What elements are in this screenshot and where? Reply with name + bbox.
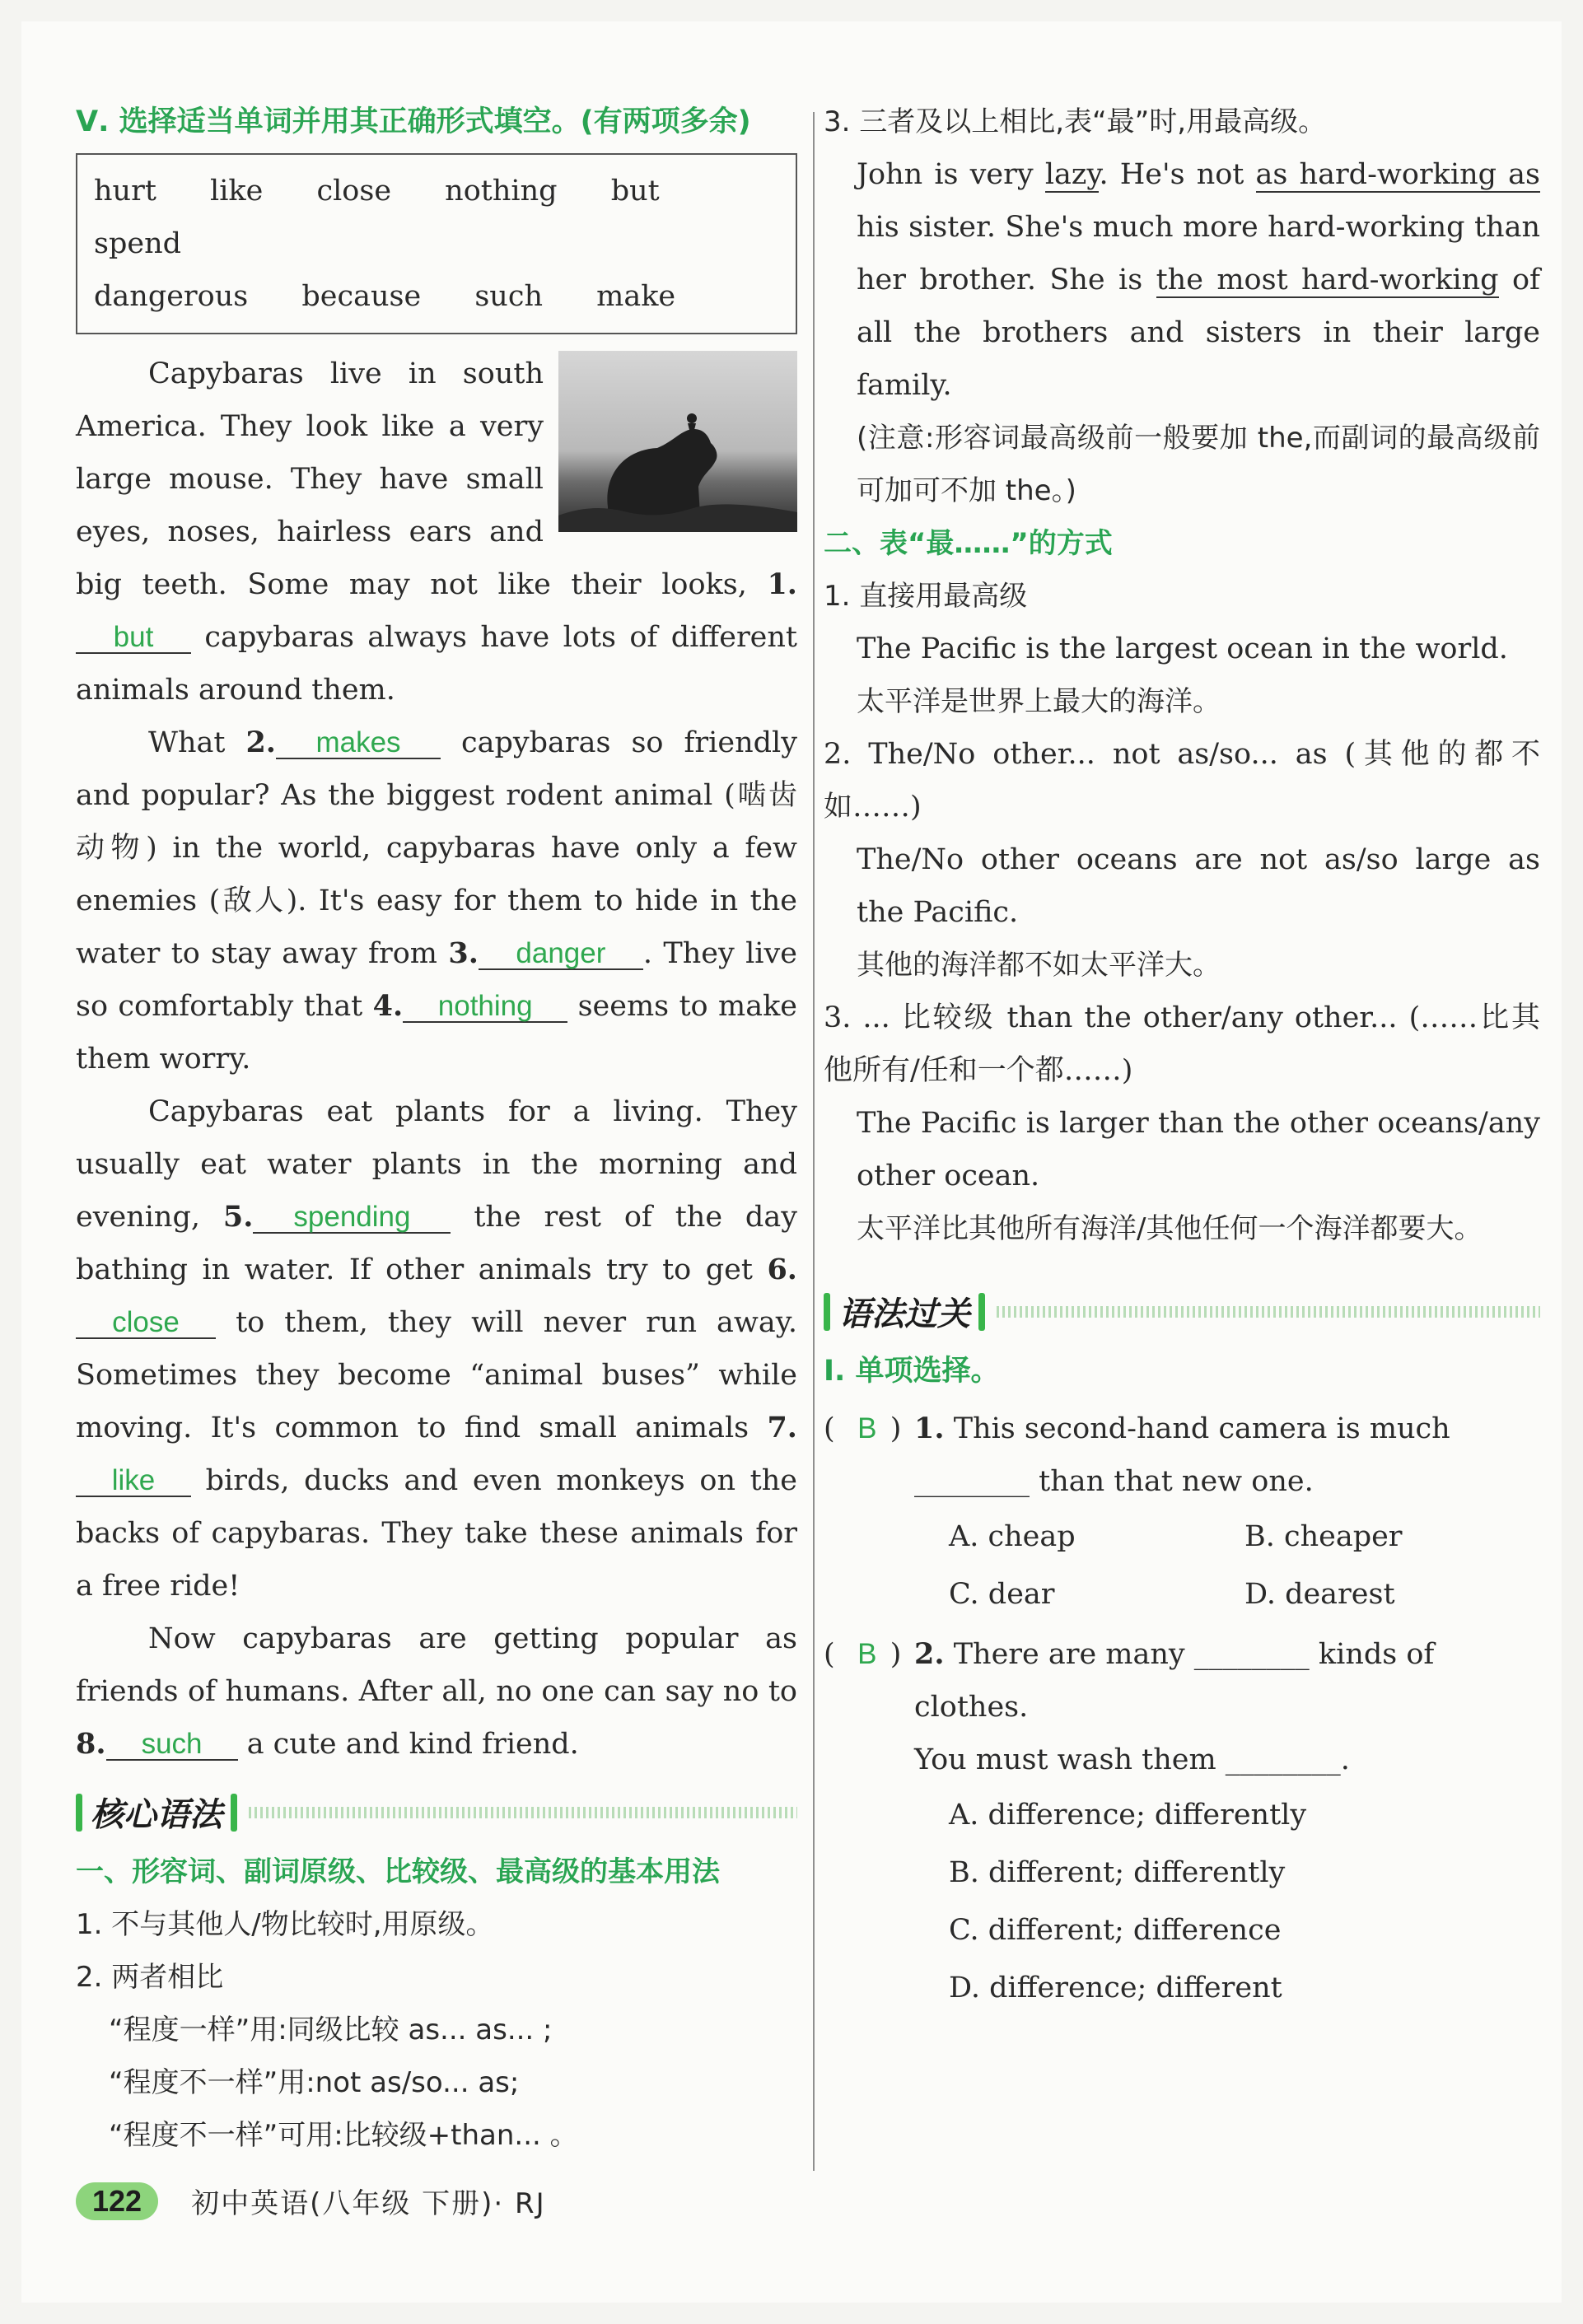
question-text: This second-hand camera is much ________ than that new one. <box>914 1412 1450 1498</box>
passage-text: the rest of the day bathing in water. If other animals try to get <box>76 1201 797 1286</box>
answer-blank-6: close <box>76 1308 216 1339</box>
example-text: of all the brothers and sisters in their large family. <box>857 264 1540 402</box>
rule-1: 1. 不与其他人/物比较时,用原级。 <box>76 1908 494 1941</box>
answer-blank-8: such <box>106 1729 238 1761</box>
way-2-example: The/No other oceans are not as/so large as the Pacific. <box>857 843 1540 929</box>
example-underlined: as hard-working as <box>1255 158 1541 191</box>
question-1 <box>824 1402 1540 1508</box>
option-a: A. difference; differently <box>949 1799 1307 1832</box>
passage-text: Capybaras eat plants for a living. They usually eat water plants in the morning and evening, <box>76 1095 797 1234</box>
word-bank-item: nothing <box>445 175 558 208</box>
passage-text: to them, they will never run away. Sometimes they become “animal buses” while moving. It's common to find small animals <box>76 1306 797 1444</box>
passage-text: Capybaras live in south America. They look like a very large mouse. They have small eyes, noses, hairless ears and big teeth. Some may not like their looks, <box>76 357 747 601</box>
answer-choice: B <box>857 1638 877 1670</box>
word-bank <box>76 153 797 334</box>
banner-bar <box>231 1794 237 1832</box>
blank-number: 4. <box>372 989 404 1023</box>
word-bank-item: but <box>610 175 660 208</box>
answer-blank-7: like <box>76 1466 191 1497</box>
passage-paragraph-2 <box>76 716 797 1085</box>
blank-number: 8. <box>76 1727 106 1761</box>
rule-3-note: (注意:形容词最高级前一般要加 the,而副词的最高级前可加可不加 the。) <box>857 422 1540 507</box>
passage-paragraph-3 <box>76 1085 797 1612</box>
banner-dots <box>249 1807 797 1818</box>
word-bank-item: spend <box>94 227 182 260</box>
passage-text: What <box>148 726 226 759</box>
banner-title: 核心语法 <box>91 1796 222 1834</box>
core-grammar-banner <box>76 1789 797 1836</box>
banner-dots <box>997 1306 1540 1318</box>
section5-title: Ⅴ. 选择适当单词并用其正确形式填空。(有两项多余) <box>76 105 751 138</box>
passage-text: . They live so comfortably that <box>76 937 797 1023</box>
column-divider <box>813 112 815 2171</box>
answer-blank-4: nothing <box>403 992 567 1023</box>
word-bank-item: like <box>210 175 264 208</box>
question-text: You must wash them ________. <box>914 1743 1350 1776</box>
blank-number: 7. <box>767 1411 797 1444</box>
passage-text: a cute and kind friend. <box>246 1728 579 1761</box>
way-1-example: The Pacific is the largest ocean in the world. <box>857 632 1508 665</box>
way-3: 3. ... 比较级 than the other/any other... (……比其他所有/任和一个都……) <box>824 1001 1540 1087</box>
banner-title: 语法过关 <box>838 1295 970 1333</box>
word-bank-item: such <box>474 280 543 313</box>
way-2-translation: 其他的海洋都不如太平洋大。 <box>857 949 1221 982</box>
answer-paren: ( B ) <box>824 1628 914 1786</box>
answer-paren: ( B ) <box>824 1402 914 1508</box>
answer-blank-3: danger <box>479 939 643 970</box>
example-text: John is very <box>857 158 1045 191</box>
passage-paragraph-4 <box>76 1612 797 1771</box>
page-footer <box>76 2181 546 2221</box>
blank-number: 6. <box>767 1253 797 1286</box>
rule-2a: “程度一样”用:同级比较 as... as... ; <box>109 2014 553 2046</box>
word-bank-item: because <box>301 280 422 313</box>
question-2-options <box>824 1786 1540 2017</box>
rule-3-example <box>824 148 1540 412</box>
blank-number: 2. <box>245 726 276 759</box>
example-text: . He's not <box>1099 158 1256 191</box>
way-3-translation: 太平洋比其他所有海洋/其他任何一个海洋都要大。 <box>857 1212 1483 1245</box>
example-text: his sister. She's much more hard-working than her brother. She is <box>857 211 1540 296</box>
option-c: C. dear <box>949 1578 1055 1611</box>
word-bank-item: dangerous <box>94 280 249 313</box>
capybara-silhouette-icon <box>558 351 797 532</box>
left-column <box>76 96 797 2162</box>
passage-paragraph-1 <box>76 348 797 716</box>
option-b: B. cheaper <box>1244 1520 1403 1553</box>
way-3-example: The Pacific is larger than the other oceans/any other ocean. <box>857 1107 1540 1192</box>
word-bank-item: hurt <box>94 175 156 208</box>
capybara-photo <box>558 351 797 532</box>
rule-2b: “程度不一样”用:not as/so... as; <box>109 2066 520 2099</box>
blank-number: 3. <box>448 936 479 970</box>
option-c: C. different; difference <box>949 1914 1282 1947</box>
question-2 <box>824 1628 1540 1786</box>
way-1: 1. 直接用最高级 <box>824 580 1028 613</box>
banner-bar <box>76 1794 82 1832</box>
way-1-translation: 太平洋是世界上最大的海洋。 <box>857 685 1221 718</box>
banner-bar <box>824 1293 830 1331</box>
example-underlined: the most hard-working <box>1156 264 1499 296</box>
option-b: B. different; differently <box>949 1856 1286 1889</box>
rule-3: 3. 三者及以上相比,表“最”时,用最高级。 <box>824 105 1327 138</box>
word-bank-item: make <box>596 280 676 313</box>
blank-number: 5. <box>222 1200 254 1234</box>
question-text: There are many ________ kinds of clothes. <box>914 1638 1435 1724</box>
question-number: 1. <box>914 1412 945 1445</box>
banner-bar <box>978 1293 985 1331</box>
blank-number: 1. <box>767 567 797 601</box>
passage-text: Now capybaras are getting popular as friends of humans. After all, no one can say no to <box>76 1622 797 1708</box>
passage-text: birds, ducks and even monkeys on the backs of capybaras. They take these animals for a free ride! <box>76 1464 797 1603</box>
rule-2c: “程度不一样”可用:比较级+than... 。 <box>109 2119 578 2152</box>
right-column <box>824 96 1540 2017</box>
question-1-options <box>824 1508 1540 1623</box>
option-d: D. dearest <box>1244 1578 1395 1611</box>
workbook-page <box>21 21 1562 2303</box>
page-number: 122 <box>76 2182 158 2220</box>
option-a: A. cheap <box>949 1520 1076 1553</box>
book-title: 初中英语(八年级 下册)· RJ <box>191 2187 546 2220</box>
question-number: 2. <box>914 1637 945 1671</box>
rule-2: 2. 两者相比 <box>76 1961 224 1994</box>
way-2: 2. The/No other... not as/so... as (其他的都不如……) <box>824 738 1540 824</box>
passage-text: capybaras always have lots of different animals around them. <box>76 621 797 707</box>
answer-blank-5: spending <box>253 1202 451 1234</box>
passage-text: capybaras so friendly and popular? As the biggest rodent animal (啮齿动物) in the world, capybaras have only a few enemies (敌人). It's easy for them to hide in the water to stay away from <box>76 726 797 970</box>
passage-text: seems to make them worry. <box>76 990 797 1076</box>
answer-blank-2: makes <box>276 728 441 759</box>
example-underlined: lazy <box>1044 158 1100 191</box>
grammar-heading-2: 二、表“最……”的方式 <box>824 527 1113 560</box>
word-bank-item: close <box>316 175 392 208</box>
option-d: D. difference; different <box>949 1972 1282 2004</box>
answer-choice: B <box>857 1412 877 1444</box>
grammar-heading-1: 一、形容词、副词原级、比较级、最高级的基本用法 <box>76 1855 720 1888</box>
answer-blank-1: but <box>76 623 191 654</box>
practice-heading: Ⅰ. 单项选择。 <box>824 1355 1000 1388</box>
grammar-check-banner <box>824 1288 1540 1335</box>
